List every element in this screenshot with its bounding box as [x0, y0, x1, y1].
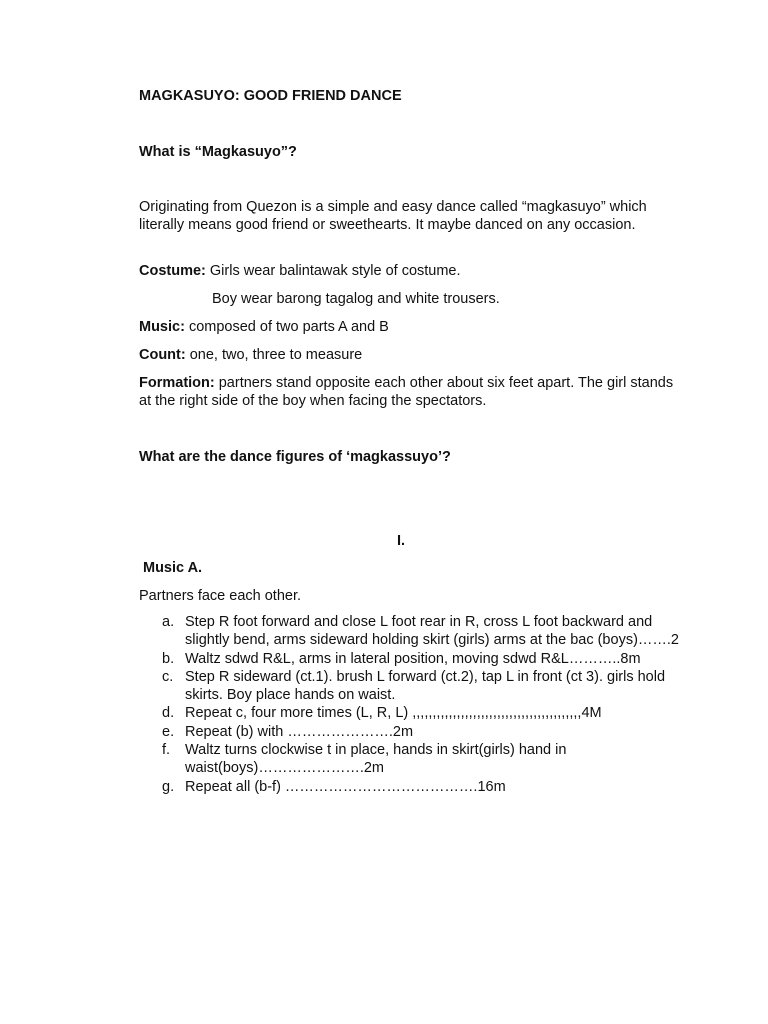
list-item-text: Waltz turns clockwise t in place, hands in skirt(girls) hand in waist(boys)………………….2m — [185, 742, 567, 777]
list-marker: d. — [162, 705, 175, 722]
music-text: composed of two parts A and B — [184, 319, 389, 335]
list-item-text: Repeat c, four more times (L, R, L) ,,,,,,,,,,,,,,,,,,,,,,,,,,,,,,,,,,,,,,,,,,4M — [185, 705, 602, 722]
costume-line — [139, 262, 679, 280]
list-item — [139, 704, 679, 722]
formation-label: Formation: — [139, 375, 215, 391]
dance-steps-list — [139, 613, 679, 796]
music-label: Music: — [139, 319, 185, 335]
list-item-text: Repeat all (b-f) ………………………………….16m — [185, 778, 506, 795]
list-marker: f. — [162, 742, 171, 759]
section-number: I. — [397, 533, 406, 549]
list-marker: g. — [162, 778, 175, 795]
list-item — [139, 650, 679, 668]
costume-text: Girls wear balintawak style of costume. — [205, 263, 461, 279]
list-marker: c. — [162, 668, 174, 685]
partners-line: Partners face each other. — [139, 588, 302, 604]
question-dance-figures: What are the dance figures of ‘magkassuyo’? — [139, 449, 451, 465]
list-marker: b. — [162, 650, 175, 667]
costume-boy-line: Boy wear barong tagalog and white trousers. — [212, 291, 500, 307]
document-title: MAGKASUYO: GOOD FRIEND DANCE — [139, 88, 402, 104]
list-item-text: Step R sideward (ct.1). brush L forward (ct.2), tap L in front (ct 3). girls hold skirts. Boy place hands on waist. — [185, 668, 666, 704]
list-item — [139, 613, 679, 650]
list-item — [139, 668, 679, 705]
count-line — [139, 346, 679, 364]
list-item-text: Waltz sdwd R&L, arms in lateral position, moving sdwd R&L………..8m — [185, 650, 641, 667]
count-text: one, two, three to measure — [185, 347, 363, 363]
list-marker: e. — [162, 723, 175, 740]
list-item-text: Repeat (b) with ………………….2m — [185, 723, 414, 740]
list-item-text: Step R foot forward and close L foot rear in R, cross L foot backward and slightly bend, arms sideward holding skirt (girls) arms at the bac (boys)…….2 — [185, 614, 679, 649]
count-label: Count: — [139, 347, 186, 363]
list-marker: a. — [162, 614, 175, 630]
formation-line — [139, 374, 679, 410]
music-line — [139, 318, 679, 336]
intro-paragraph: Originating from Quezon is a simple and easy dance called “magkasuyo” which literally means good friend or sweethearts. It maybe danced on any occasion. — [139, 199, 647, 233]
list-item — [139, 778, 679, 796]
music-a-heading: Music A. — [143, 560, 203, 576]
formation-text: partners stand opposite each other about six feet apart. The girl stands at the right side of the boy when facing the spectators. — [139, 375, 674, 409]
costume-label: Costume: — [139, 263, 206, 279]
list-item — [139, 741, 679, 778]
list-item — [139, 723, 679, 741]
question-what-is: What is “Magkasuyo”? — [139, 144, 297, 160]
